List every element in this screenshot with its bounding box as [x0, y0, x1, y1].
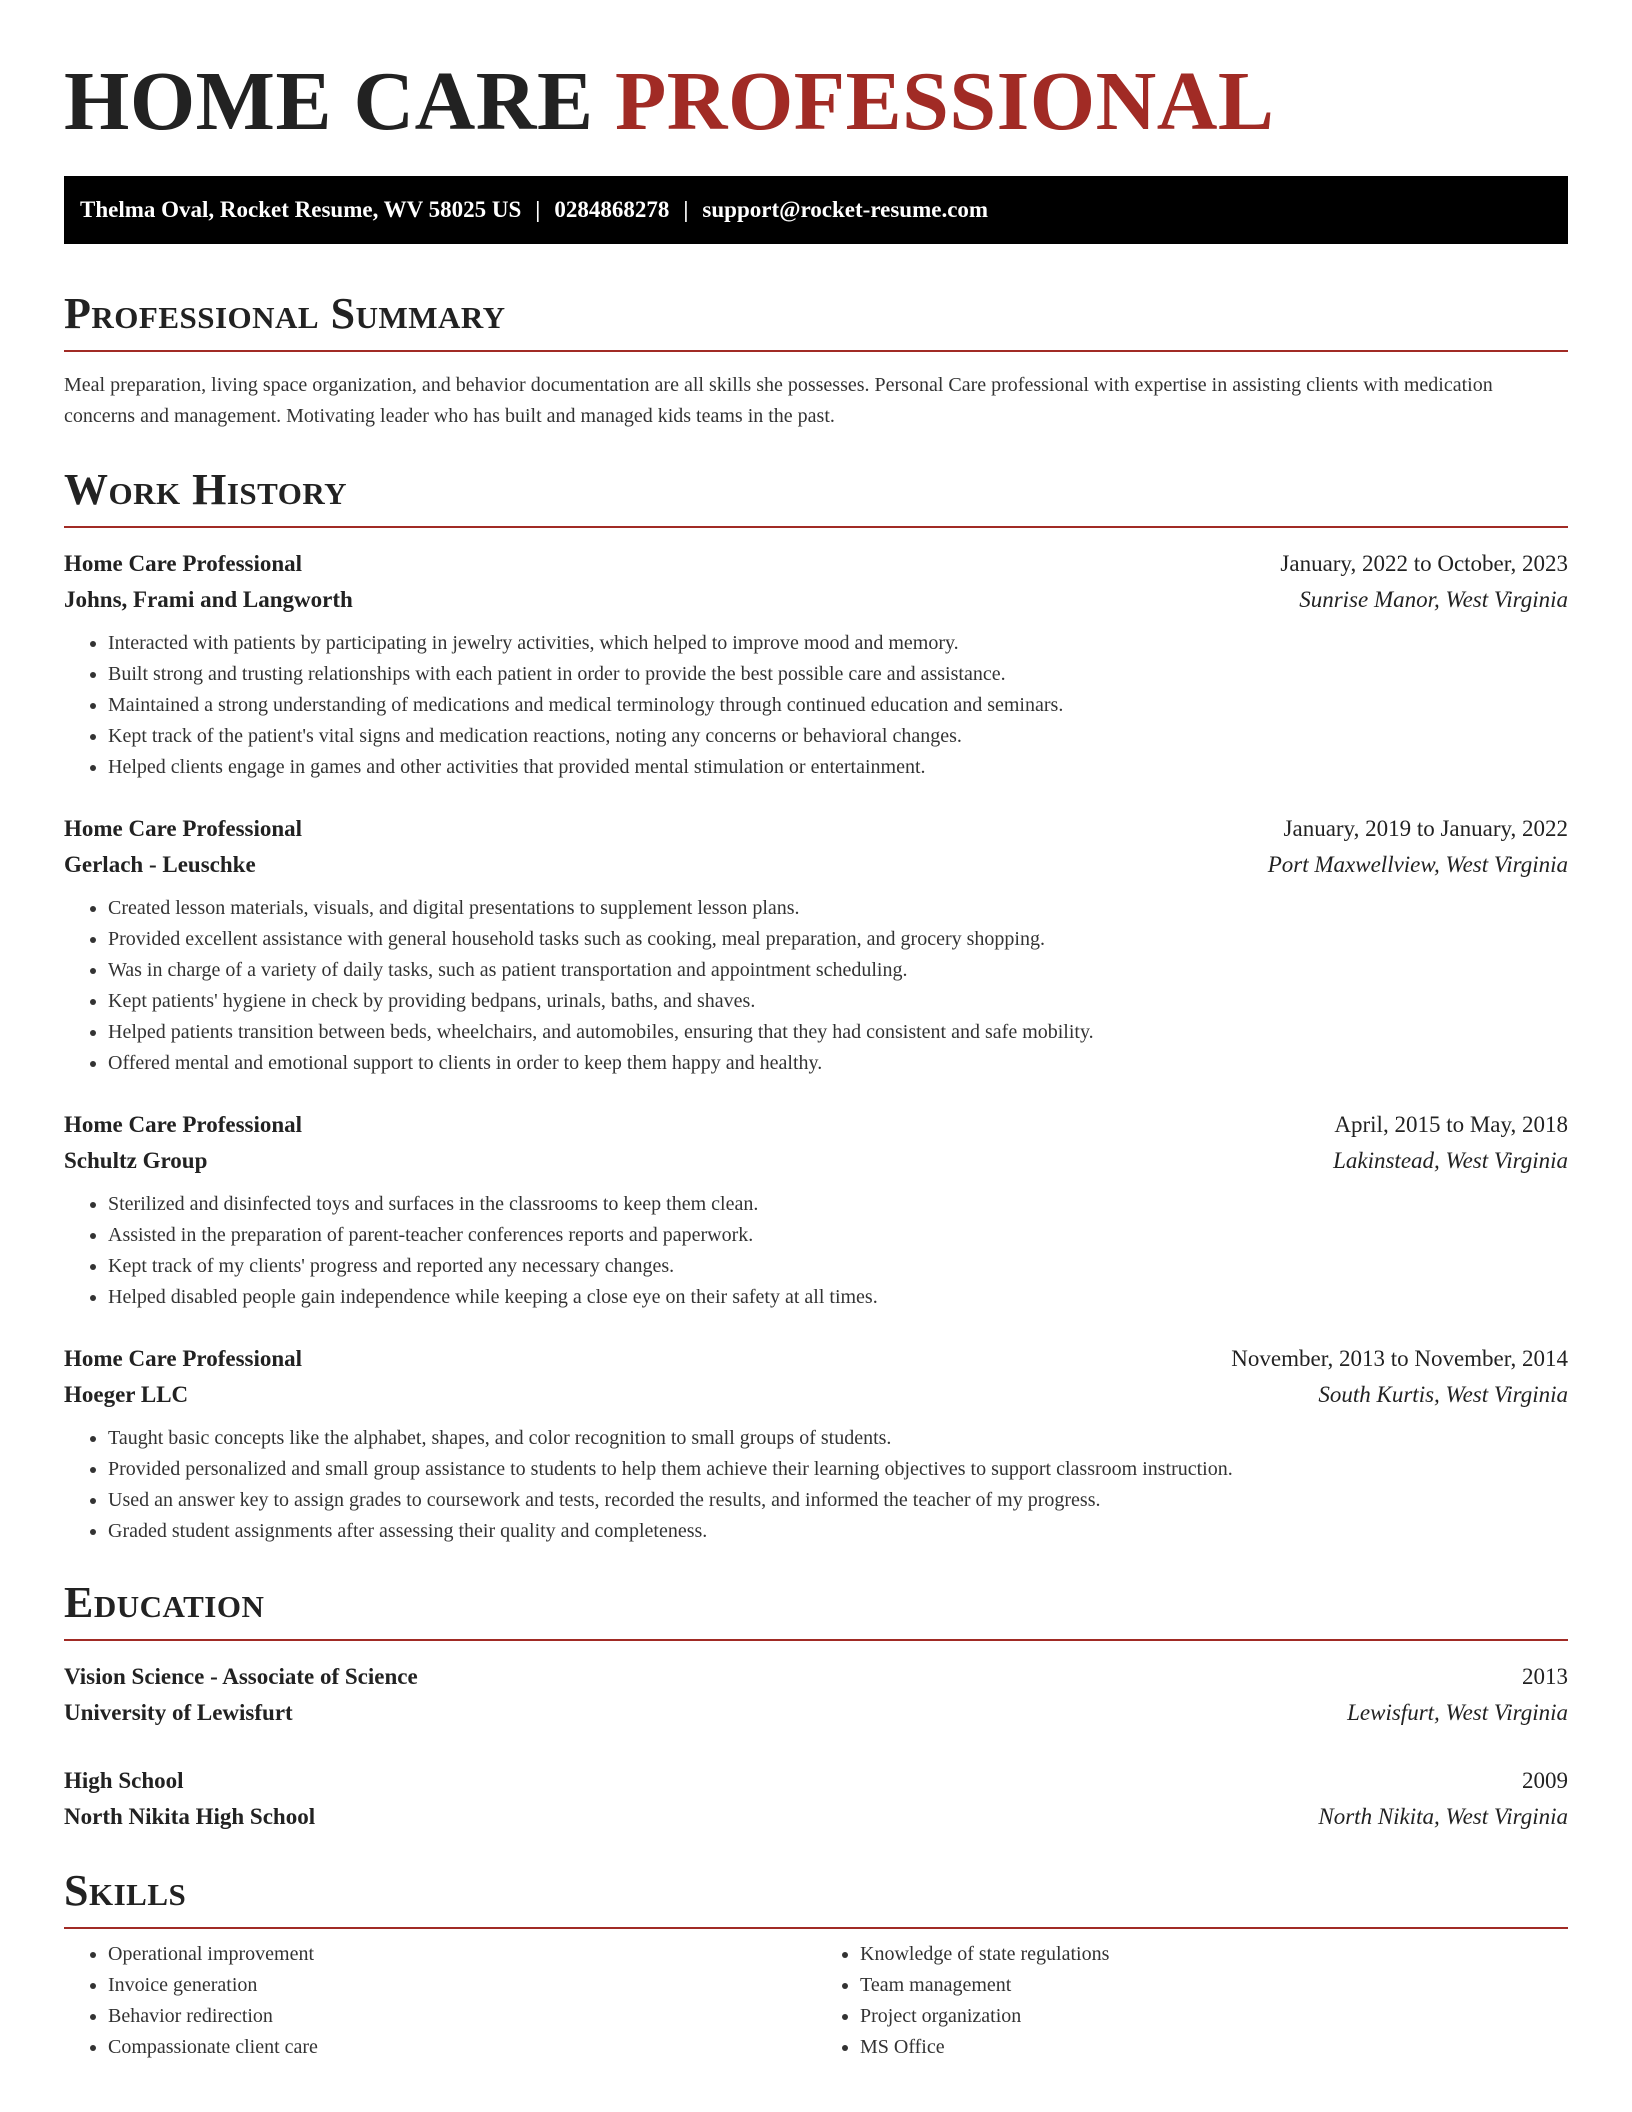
job-dates: January, 2022 to October, 2023	[1280, 551, 1568, 576]
contact-address: Thelma Oval, Rocket Resume, WV 58025 US	[80, 197, 522, 222]
skill-item: • Project organization	[860, 2001, 1568, 2032]
job-bullet: • Offered mental and emotional support to clients in order to keep them happy and healthy.	[108, 1048, 1568, 1079]
education-year: 2009	[1522, 1768, 1568, 1793]
job-bullet: • Provided personalized and small group assistance to students to help them achieve their learning objectives to support classroom instruction.	[108, 1454, 1568, 1485]
skill-item: • Team management	[860, 1970, 1568, 2001]
job-dates: April, 2015 to May, 2018	[1334, 1112, 1568, 1137]
job-role: Home Care Professional	[64, 551, 303, 576]
education-degree: Vision Science - Associate of Science	[64, 1664, 418, 1689]
job-location: Sunrise Manor, West Virginia	[1299, 587, 1568, 612]
job-bullet: • Assisted in the preparation of parent-teacher conferences reports and paperwork.	[108, 1220, 1568, 1251]
skills-grid	[64, 1939, 1568, 2063]
job-company: Johns, Frami and Langworth	[64, 587, 353, 612]
skill-item: • Operational improvement	[108, 1939, 816, 1970]
job-location: South Kurtis, West Virginia	[1318, 1382, 1568, 1407]
name-first: HOME CARE	[64, 55, 594, 148]
job-bullet: • Kept patients' hygiene in check by providing bedpans, urinals, baths, and shaves.	[108, 986, 1568, 1017]
resume-name	[64, 56, 1568, 148]
job-role: Home Care Professional	[64, 816, 303, 841]
job-entry	[64, 1341, 1568, 1547]
job-role: Home Care Professional	[64, 1112, 303, 1137]
contact-separator: |	[535, 197, 541, 222]
job-bullet: • Sterilized and disinfected toys and surfaces in the classrooms to keep them clean.	[108, 1189, 1568, 1220]
skill-item: • Invoice generation	[108, 1970, 816, 2001]
job-entry	[64, 811, 1568, 1079]
job-bullet: • Interacted with patients by participating in jewelry activities, which helped to improve mood and memory.	[108, 628, 1568, 659]
job-bullet: • Graded student assignments after assessing their quality and completeness.	[108, 1516, 1568, 1547]
job-role: Home Care Professional	[64, 1346, 303, 1371]
contact-email: support@rocket-resume.com	[702, 197, 989, 222]
education-degree: High School	[64, 1768, 184, 1793]
section-divider	[64, 526, 1568, 528]
skills-heading: Skills	[64, 1866, 187, 1915]
job-bullets	[64, 628, 1568, 783]
job-bullet: • Used an answer key to assign grades to coursework and tests, recorded the results, and informed the teacher of my progress.	[108, 1485, 1568, 1516]
job-bullets	[64, 1423, 1568, 1547]
skills-column-left	[64, 1939, 816, 2063]
skill-item: • Behavior redirection	[108, 2001, 816, 2032]
skill-item: • Knowledge of state regulations	[860, 1939, 1568, 1970]
job-company: Schultz Group	[64, 1148, 208, 1173]
summary-heading: Professional Summary	[64, 289, 506, 338]
education-entry	[64, 1659, 1568, 1731]
education-heading: Education	[64, 1578, 265, 1627]
skill-item: • MS Office	[860, 2032, 1568, 2063]
name-accent: PROFESSIONAL	[615, 55, 1275, 148]
section-divider	[64, 1639, 1568, 1641]
education-school: University of Lewisfurt	[64, 1700, 293, 1725]
job-location: Lakinstead, West Virginia	[1333, 1148, 1568, 1173]
education-location: Lewisfurt, West Virginia	[1347, 1700, 1568, 1725]
job-company: Hoeger LLC	[64, 1382, 189, 1407]
contact-bar	[64, 176, 1568, 244]
job-bullets	[64, 893, 1568, 1079]
job-bullet: • Helped disabled people gain independence while keeping a close eye on their safety at all times.	[108, 1282, 1568, 1313]
section-divider	[64, 1927, 1568, 1929]
contact-phone: 0284868278	[554, 197, 670, 222]
job-bullet: • Helped clients engage in games and other activities that provided mental stimulation or entertainment.	[108, 752, 1568, 783]
job-company: Gerlach - Leuschke	[64, 852, 256, 877]
skill-item: • Compassionate client care	[108, 2032, 816, 2063]
job-location: Port Maxwellview, West Virginia	[1267, 852, 1568, 877]
education-school: North Nikita High School	[64, 1804, 316, 1829]
job-bullet: • Helped patients transition between beds, wheelchairs, and automobiles, ensuring that they had consistent and safe mobility.	[108, 1017, 1568, 1048]
job-bullet: • Kept track of the patient's vital signs and medication reactions, noting any concerns or behavioral changes.	[108, 721, 1568, 752]
skills-column-right	[816, 1939, 1568, 2063]
contact-separator: |	[683, 197, 689, 222]
education-entry	[64, 1763, 1568, 1835]
education-location: North Nikita, West Virginia	[1318, 1804, 1568, 1829]
work-history-heading: Work History	[64, 465, 348, 514]
job-bullet: • Created lesson materials, visuals, and digital presentations to supplement lesson plans.	[108, 893, 1568, 924]
job-bullet: • Maintained a strong understanding of medications and medical terminology through continued education and seminars.	[108, 690, 1568, 721]
job-bullets	[64, 1189, 1568, 1313]
job-bullet: • Built strong and trusting relationships with each patient in order to provide the best possible care and assistance.	[108, 659, 1568, 690]
job-bullet: • Kept track of my clients' progress and reported any necessary changes.	[108, 1251, 1568, 1282]
job-dates: January, 2019 to January, 2022	[1283, 816, 1568, 841]
summary-text: Meal preparation, living space organization, and behavior documentation are all skills she possesses. Personal Care professional with expertise in assisting clients with medication concerns and management. Motivating leader who has built and managed kids teams in the past.	[64, 374, 1493, 427]
job-entry	[64, 1107, 1568, 1313]
education-year: 2013	[1522, 1664, 1568, 1689]
job-entry	[64, 546, 1568, 783]
job-dates: November, 2013 to November, 2014	[1231, 1346, 1568, 1371]
job-bullet: • Taught basic concepts like the alphabet, shapes, and color recognition to small groups of students.	[108, 1423, 1568, 1454]
job-bullet: • Provided excellent assistance with general household tasks such as cooking, meal preparation, and grocery shopping.	[108, 924, 1568, 955]
section-divider	[64, 350, 1568, 352]
job-bullet: • Was in charge of a variety of daily tasks, such as patient transportation and appointment scheduling.	[108, 955, 1568, 986]
